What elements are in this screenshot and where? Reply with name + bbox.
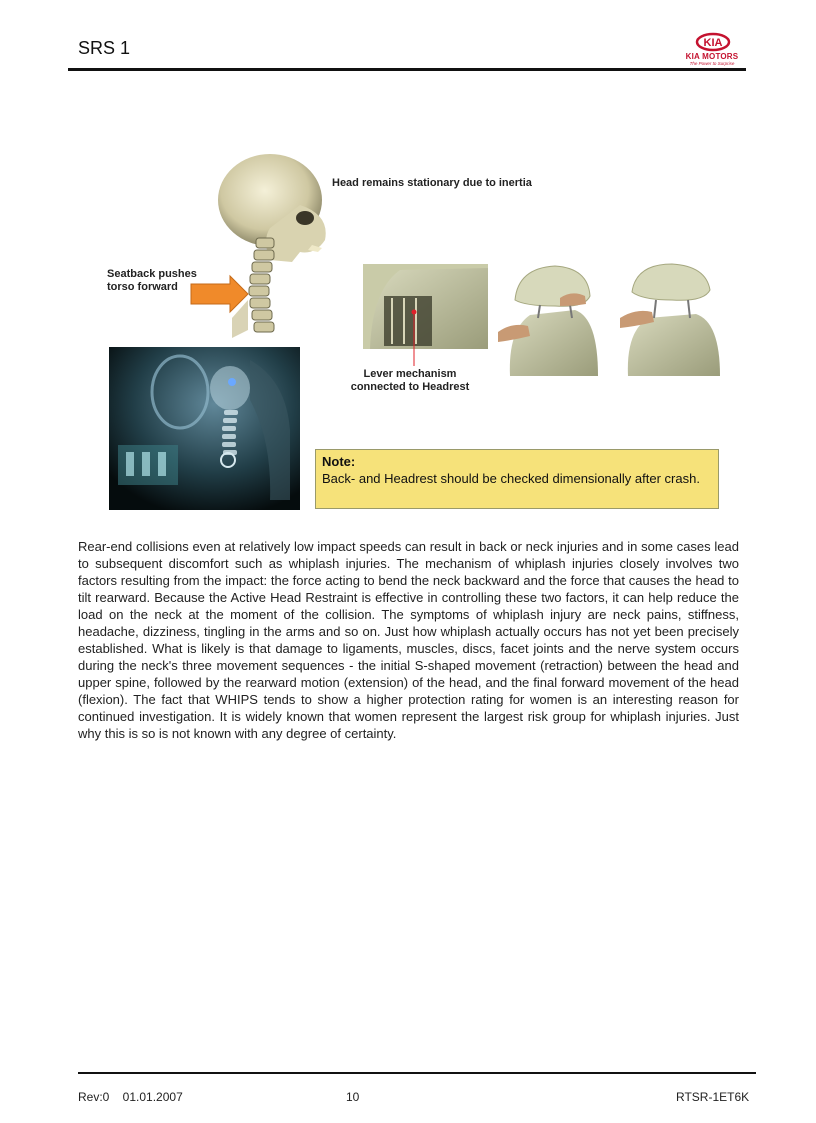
note-box [315, 449, 719, 509]
headrest-photo-hands [497, 264, 601, 376]
kia-logo-text: KIA [703, 37, 723, 49]
footer-revision: Rev:0 01.01.2007 [78, 1090, 183, 1104]
label-seatback: Seatback pushes torso forward [107, 268, 197, 293]
body-paragraph: Rear-end collisions even at relatively low impact speeds can result in back or neck injuries and in some cases lead to subsequent discomfort such as whiplash injuries. The mechanism of whiplash injuries closely involves two factors resulting from the impact: the force acting to bend the neck backward and the force that causes the head to tilt rearward. Because the Active Head Restraint is effective in controlling these two factors, it can help reduce the load on the neck at the moment of the collision. The symptoms of whiplash injury are neck pains, stiffness, headache, dizziness, tingling in the arms and so on. Just how whiplash actually occurs has not yet been precisely established. What is likely is that damage to ligaments, muscles, discs, facet joints and the nerve system occurs during the neck's three movement sequences - the initial S-shaped movement (retraction) between the head and upper spine, followed by the rearward motion (extension) of the head, and the final forward movement of the head (flexion). The fact that WHIPS tends to show a higher protection rating for women is an interesting reason for continued investigation. It is widely known that women represent the largest risk group for whiplash injuries. Just why this is so is not known with any degree of certainty. [78, 539, 739, 741]
whiplash-figure [0, 0, 816, 520]
skull-illustration [218, 154, 326, 338]
footer-page-number: 10 [346, 1090, 360, 1104]
kia-brand-name: KIA MOTORS [685, 52, 739, 61]
note-title: Note: [322, 454, 356, 469]
xray-crash-image [109, 347, 300, 510]
arrow-icon [191, 276, 248, 312]
kia-tagline: The Power to Surprise [689, 61, 735, 66]
header-title: SRS 1 [78, 38, 131, 58]
label-lever-mechanism: Lever mechanism connected to Headrest [350, 368, 470, 393]
note-text: Back- and Headrest should be checked dimensionally after crash. [322, 471, 700, 486]
headrest-photo-raised [618, 264, 722, 376]
label-head-stationary: Head remains stationary due to inertia [332, 177, 532, 189]
lever-mechanism-photo [363, 264, 488, 349]
footer-document-id: RTSR-1ET6K [676, 1090, 750, 1104]
footer-divider [78, 1072, 756, 1074]
